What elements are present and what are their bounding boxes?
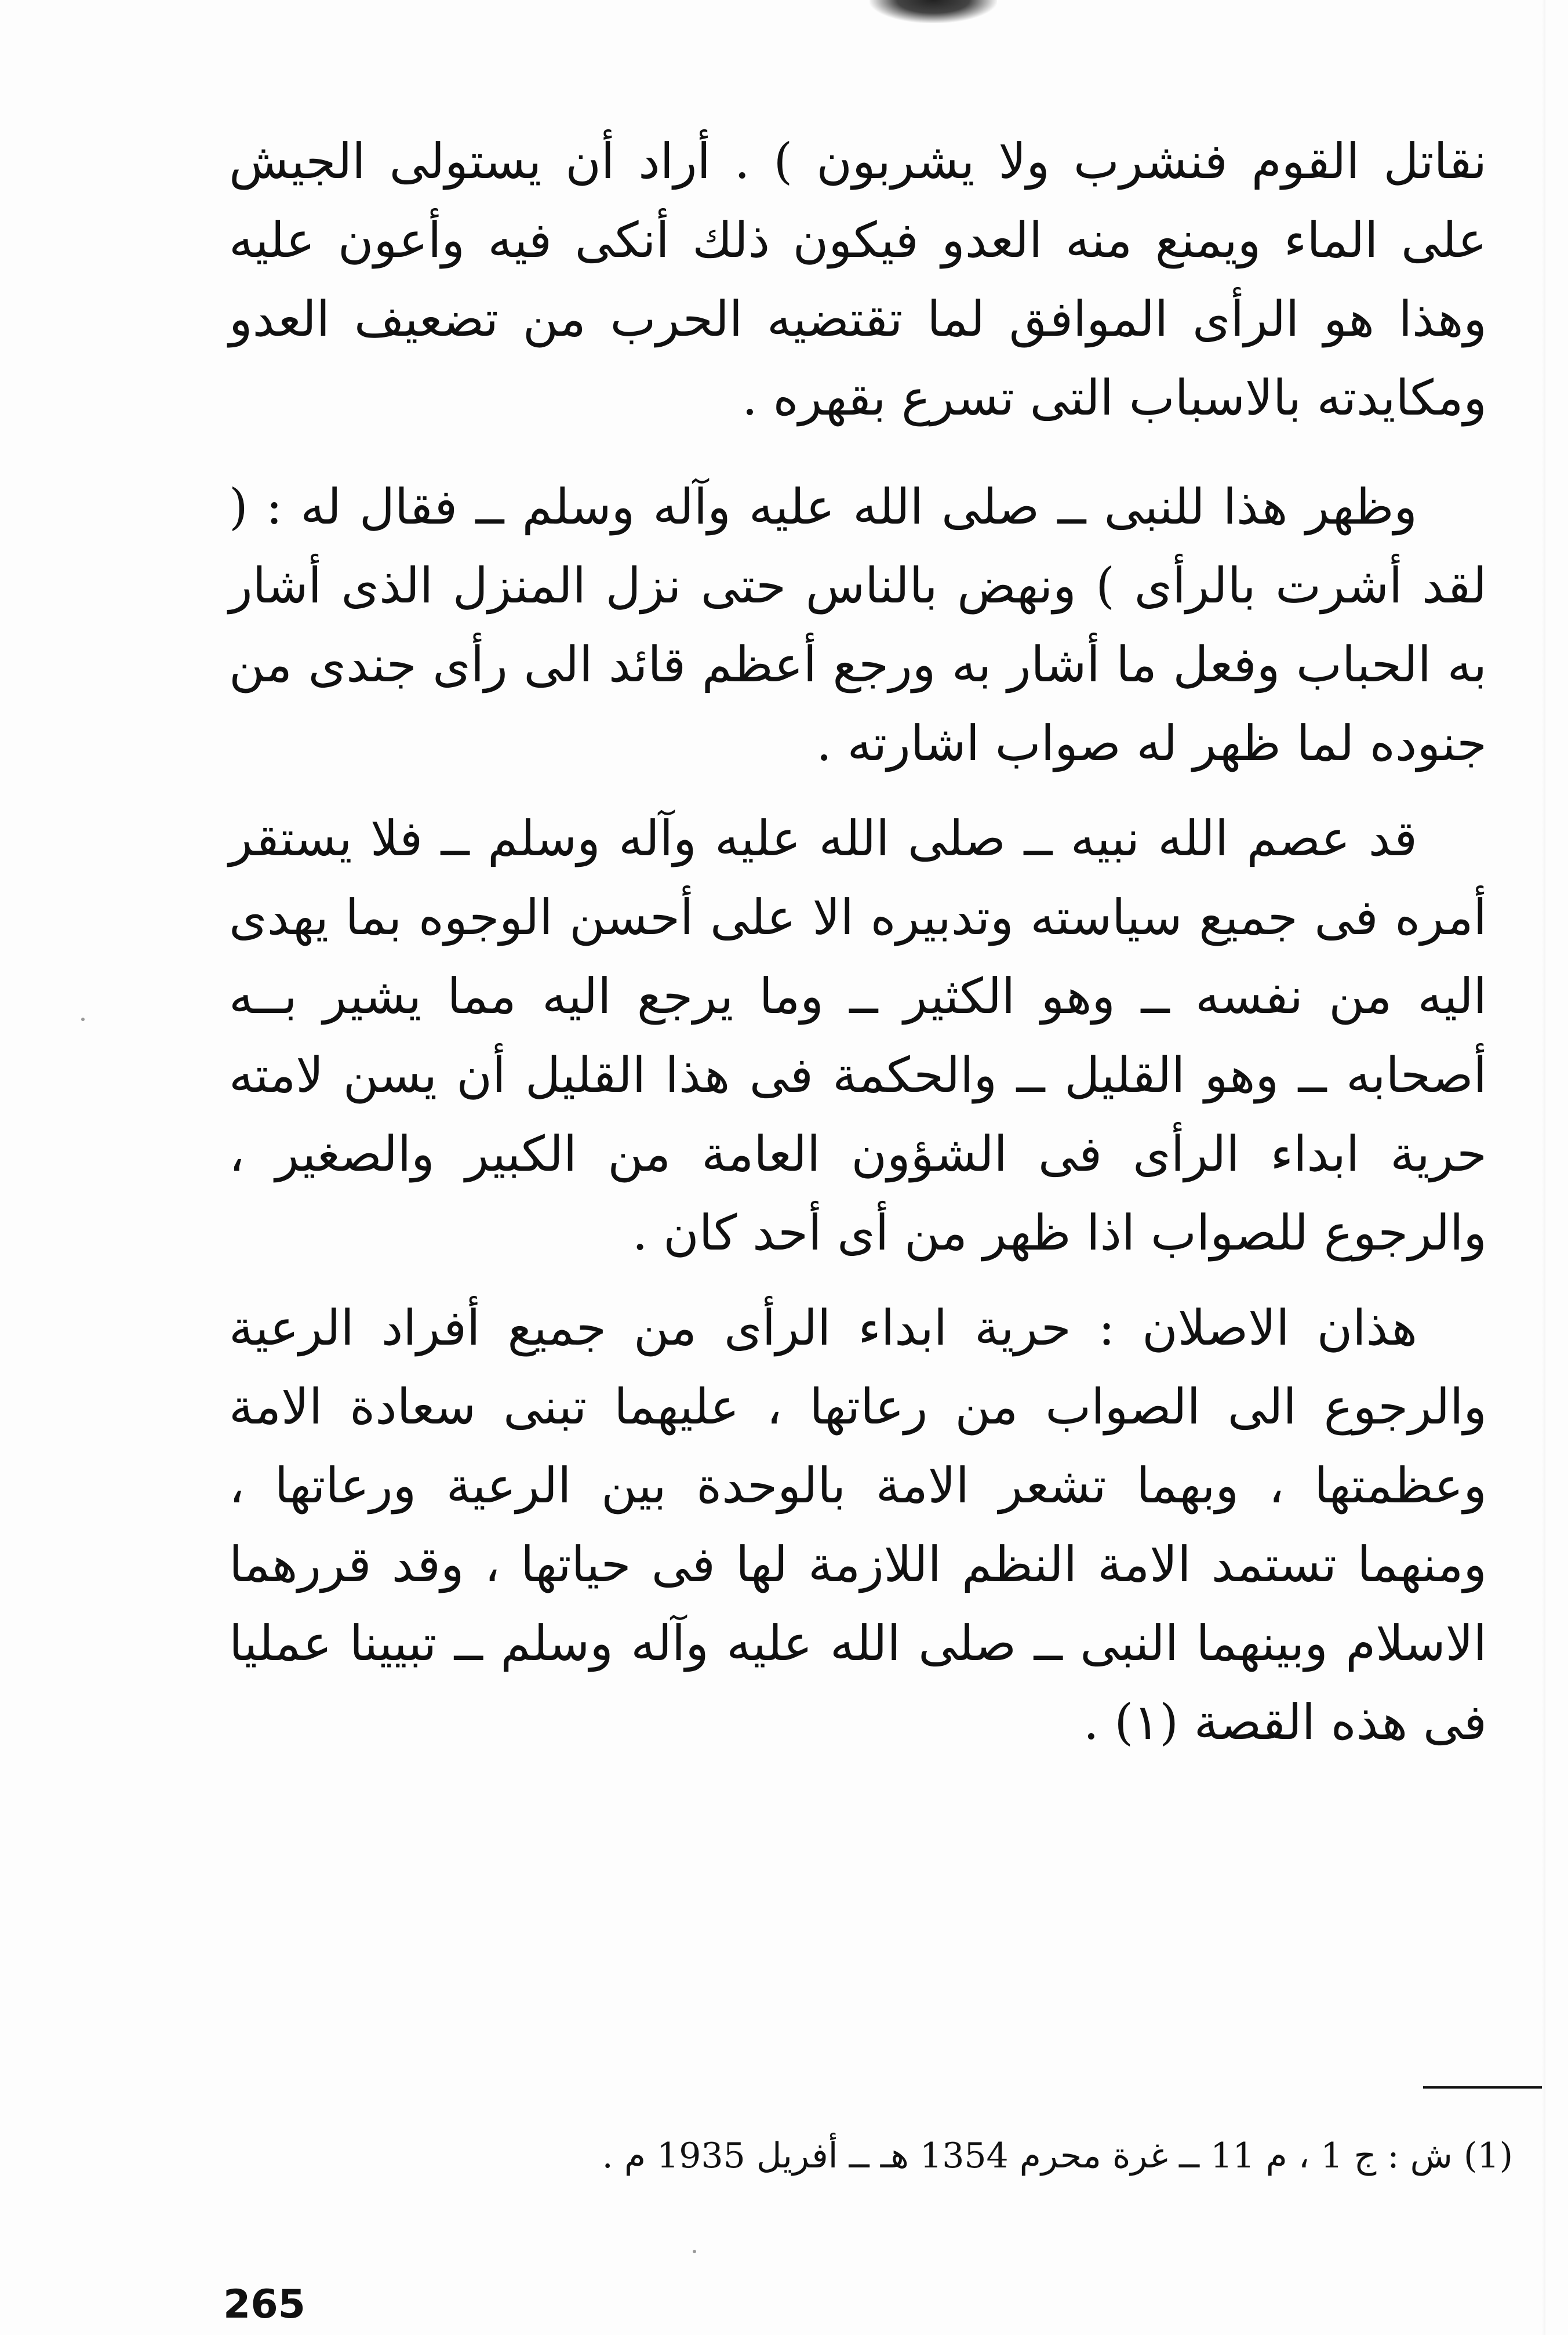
scan-speck: [693, 2250, 696, 2253]
body-paragraph-4: هذان الاصلان : حرية ابداء الرأى من جميع أفراد الرعية والرجوع الى الصواب من رعاتها ، عليهما تبنى سعادة الامة وعظمتها ، وبهما تشعر الامة بالوحدة بين الرعية ورعاتها ، ومنهما تستمد الامة النظم اللازمة لها فى حياتها ، وقد قررهما الاسلام وبينهما النبى ــ صلى الله عليه وآله وسلم ــ تبيينا عمليا فى هذه القصة (١) .: [229, 1299, 1487, 1751]
scan-artifact: [870, 0, 997, 23]
page-number: 265: [223, 2282, 305, 2327]
body-paragraph-2: وظهر هذا للنبى ــ صلى الله عليه وآله وسلم ــ فقال له : ( لقد أشرت بالرأى ) ونهض بالناس حتى نزل المنزل الذى أشار به الحباب وفعل ما أشار به ورجع أعظم قائد الى رأى جندى من جنوده لما ظهر له صواب اشارته .: [229, 478, 1487, 772]
scan-edge-shadow: [1542, 0, 1545, 2335]
footnote-separator: [1423, 2086, 1542, 2089]
scan-speck: [81, 1018, 85, 1021]
body-paragraph-3: قد عصم الله نبيه ــ صلى الله عليه وآله وسلم ــ فلا يستقر أمره فى جميع سياسته وتدبيره الا على أحسن الوجوه بما يهدى اليه من نفسه ــ وهو الكثير ــ وما يرجع اليه مما يشير بــه أصحابه ــ وهو القليل ــ والحكمة فى هذا القليل أن يسن لامته حرية ابداء الرأى فى الشؤون العامة من الكبير والصغير ، والرجوع للصواب اذا ظهر من أى أحد كان .: [229, 810, 1487, 1261]
footnote: (1) ش : ج 1 ، م 11 ــ غرة محرم 1354 هـ ــ أفريل 1935 م .: [602, 2136, 1513, 2176]
body-paragraph-1: نقاتل القوم فنشرب ولا يشربون ) . أراد أن يستولى الجيش على الماء ويمنع منه العدو فيكون ذلك أنكى فيه وأعون عليه وهذا هو الرأى الموافق لما تقتضيه الحرب من تضعيف العدو ومكايدته بالاسباب التى تسرع بقهره .: [229, 133, 1487, 426]
